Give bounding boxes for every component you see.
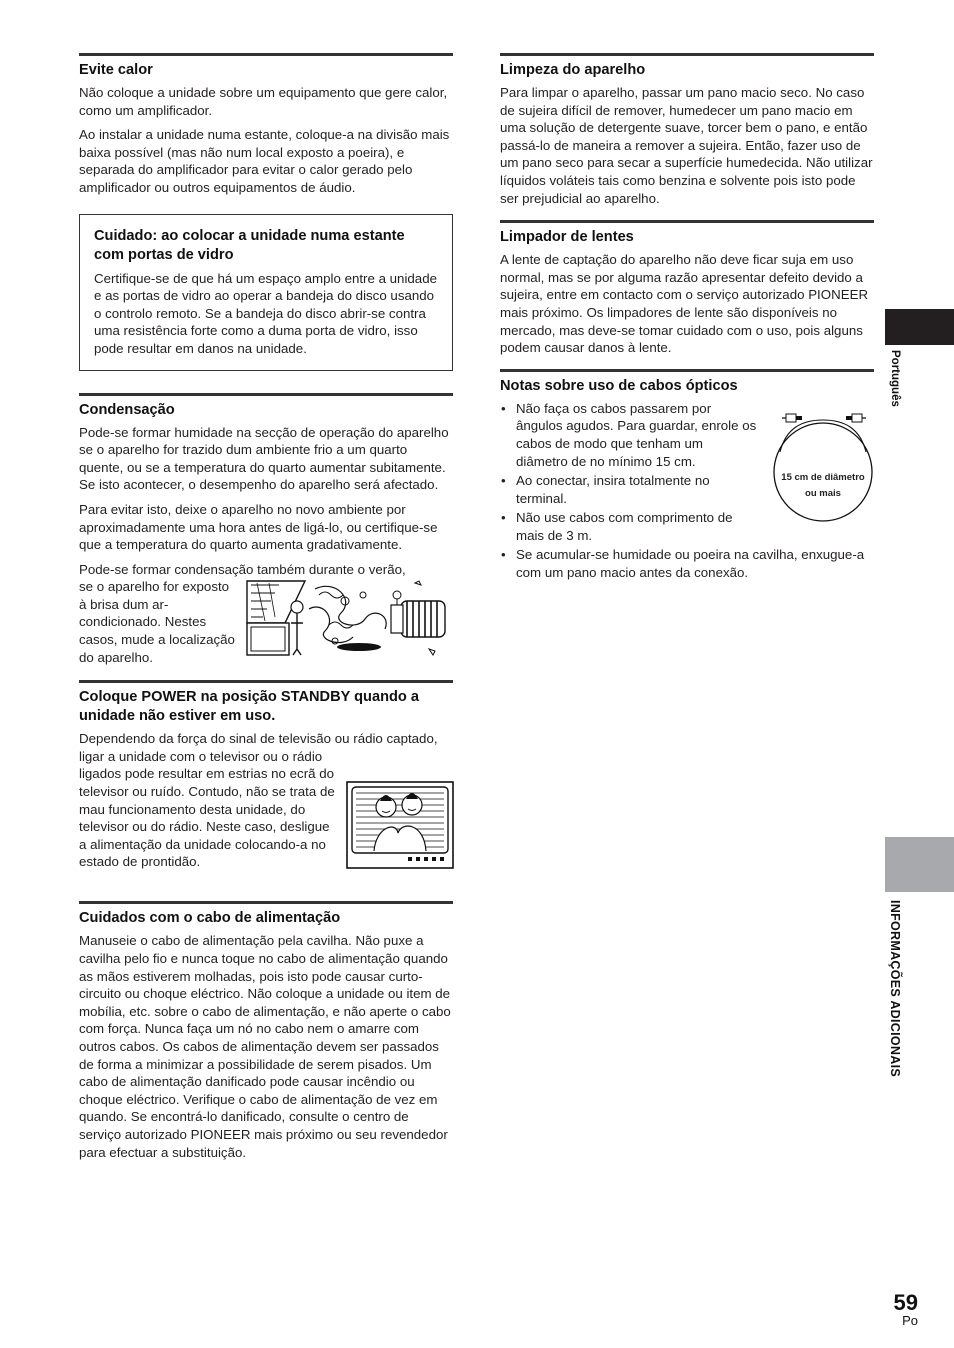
figure-label-or-more: ou mais bbox=[805, 487, 841, 499]
section-limpeza bbox=[500, 53, 874, 207]
paragraph: Dependendo da força do sinal de televisão ou rádio captado, ligar a unidade com o televisor ou o rádio bbox=[79, 731, 438, 764]
heading-evite-calor: Evite calor bbox=[79, 62, 153, 78]
list-item: • Se acumular-se humidade ou poeira na cavilha, enxugue-a com um pano macio antes da conexão. bbox=[500, 546, 874, 581]
section-evite-calor bbox=[79, 53, 453, 197]
cable-loop-icon bbox=[772, 408, 874, 526]
paragraph: Para limpar o aparelho, passar um pano macio seco. No caso de sujeira difícil de remover, humedecer um pano macio em uma solução de detergente suave, torcer bem o pano, e então passá-lo de maneira a remover a sujeira. Então, fazer uso de um pano seco para secar a superfície humedecida. Não utilizar líquidos voláteis tais como benzina e solvente pois isto pode ser prejudicial ao aparelho. bbox=[500, 85, 873, 206]
television-illustration bbox=[346, 781, 454, 869]
tv-figure-wrap bbox=[79, 765, 453, 887]
paragraph: se o aparelho for exposto à brisa dum ar-condicionado. Nestes casos, mude a localização do aparelho. bbox=[79, 579, 235, 665]
air-conditioner-illustration bbox=[245, 579, 451, 657]
heading-condensacao: Condensação bbox=[79, 401, 175, 418]
page-number: 59 bbox=[893, 1290, 918, 1315]
figure-label-diameter: 15 cm de diâmetro bbox=[781, 471, 865, 483]
section-tab-marker bbox=[885, 837, 954, 892]
list-item: • Ao conectar, insira totalmente no terminal. bbox=[500, 472, 758, 507]
list-item: • Não faça os cabos passarem por ângulos agudos. Para guardar, enrole os cabos de modo que tenham um diâmetro de no mínimo 15 cm. bbox=[500, 400, 758, 470]
paragraph: Não coloque a unidade sobre um equipamento que gere calor, como um amplificador. bbox=[79, 85, 448, 118]
heading-caution: Cuidado: ao colocar a unidade numa estante com portas de vidro bbox=[94, 227, 405, 264]
optical-cable-figure bbox=[772, 408, 874, 526]
paragraph: Ao instalar a unidade numa estante, coloque-a na divisão mais baixa possível (mas não num local exposto a poeira), e separada do amplificador para evitar o calor gerado pelo amplificador ou outros equipamentos de áudio. bbox=[79, 127, 450, 195]
paragraph: A lente de captação do aparelho não deve ficar suja em uso normal, mas se por alguma razão apresentar defeito devido a sujeira, entre em contacto com o serviço autorizado PIONEER mais próximo. Os limpadores de lente são disponíveis no mercado, mas deve-se tomar cuidado com o uso, pois alguns podem causar danos à lente. bbox=[500, 252, 869, 356]
paragraph: Manuseie o cabo de alimentação pela cavilha. Não puxe a cavilha pelo fio e nunca toque no cabo de alimentação quando as mãos estiverem molhadas, pois isto pode causar curto-circuito ou choque eléctrico. Não coloque a unidade ou item de mobília, etc. sobre o cabo de alimentação, e não aperte o cabo com força. Nunca faça um nó no cabo nem o amarre com outros cabos. Os cabos de alimentação devem ser passados de forma a minimizar a possibilidade de serem pisados. Um cabo de alimentação danificado pode causar incêndio ou choque eléctrico. Verifique o cabo de alimentação de vez em quando. Se encontrá-lo danificado, consulte o centro de serviço autorizado PIONEER mais próximo ou seu revendedor para efectuar a substituição. bbox=[79, 933, 451, 1160]
heading-limpeza: Limpeza do aparelho bbox=[500, 62, 646, 78]
condensation-figure-wrap bbox=[79, 578, 453, 666]
caution-text: Certifique-se de que há um espaço amplo entre a unidade e as portas de vidro ao operar a bandeja do disco usando o controlo remoto. Se a bandeja do disco abrir-se contra uma resistência forte como a duma porta de vidro, isso pode resultar em danos na unidade. bbox=[94, 270, 437, 356]
spacer bbox=[79, 666, 453, 680]
heading-cabos-opticos: Notas sobre uso de cabos ópticos bbox=[500, 377, 738, 394]
language-tab-label: Português bbox=[889, 350, 901, 407]
paragraph: Pode-se formar humidade na secção de operação do aparelho se o aparelho for trazido dum ambiente frio a um quarto quente, ou se a temperatura do quarto aumentar subitamente. Se isto acontecer, o desempenho do aparelho será afectado. bbox=[79, 424, 449, 493]
section-cabos-opticos bbox=[500, 369, 874, 582]
caution-box bbox=[79, 214, 453, 371]
section-cabo-alimentacao bbox=[79, 901, 453, 1161]
heading-limpador: Limpador de lentes bbox=[500, 229, 634, 246]
section-standby bbox=[79, 680, 453, 887]
list-item: • Não use cabos com comprimento de mais de 3 m. bbox=[500, 509, 758, 544]
section-condensacao bbox=[79, 393, 453, 667]
left-column bbox=[79, 53, 453, 1168]
paragraph: ligados pode resultar em estrias no ecrã do televisor ou ruído. Contudo, não se trata de mau funcionamento desta unidade, do televisor ou do rádio. Neste caso, desligue a alimentação da unidade colocando-a no estado de prontidão. bbox=[79, 766, 335, 870]
heading-standby: Coloque POWER na posição STANDBY quando a unidade não estiver em uso. bbox=[79, 689, 420, 725]
paragraph: Para evitar isto, deixe o aparelho no novo ambiente por aproximadamente uma hora antes de ligá-lo, ou certifique-se que a temperatura do quarto aumenta gradativamente. bbox=[79, 501, 438, 553]
spacer bbox=[79, 887, 453, 901]
paragraph: Pode-se formar condensação também durante o verão, bbox=[79, 561, 406, 577]
page-language-code: Po bbox=[902, 1313, 918, 1328]
section-tab-label: INFORMAÇÕES ADICIONAIS bbox=[888, 900, 902, 1077]
heading-cabo-alimentacao: Cuidados com o cabo de alimentação bbox=[79, 910, 341, 927]
section-limpador bbox=[500, 220, 874, 357]
language-tab-marker bbox=[885, 309, 954, 345]
right-column bbox=[500, 53, 874, 584]
